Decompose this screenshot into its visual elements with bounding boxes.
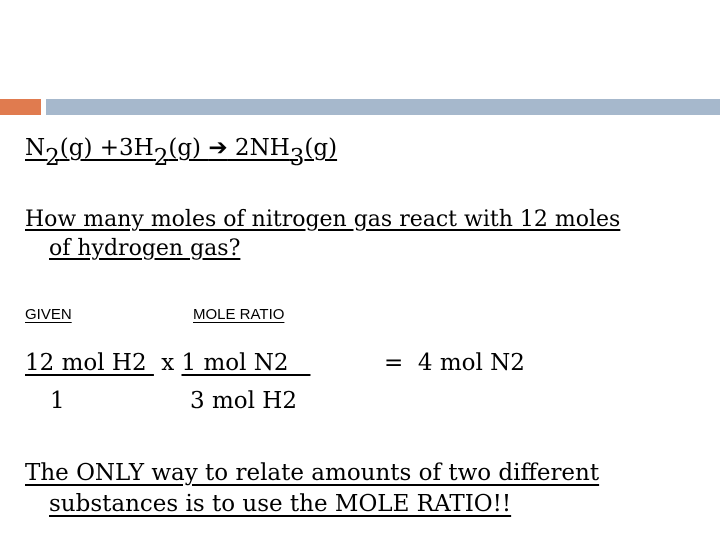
eq-h-tail: (g) [168, 135, 209, 161]
eq-n-sub: 2 [45, 145, 60, 171]
eq-p-sub: 3 [289, 145, 305, 171]
calc-row-numerator [25, 348, 310, 378]
question-line-2: of hydrogen gas? [49, 236, 241, 261]
eq-h-sub: 2 [153, 145, 169, 171]
mole-ratio-label: MOLE RATIO [193, 306, 285, 323]
calc-result: = 4 mol N2 [384, 350, 525, 376]
eq-n: N [25, 135, 46, 161]
chemical-equation [25, 132, 338, 171]
question [25, 205, 620, 263]
footer-line-1: The ONLY way to relate amounts of two different [25, 460, 600, 486]
ratio-denominator: 3 mol H2 [190, 388, 297, 414]
eq-n-tail: (g) +3H [59, 135, 154, 161]
given-label: GIVEN [25, 306, 72, 323]
question-line-1: How many moles of nitrogen gas react with 12 moles [25, 207, 621, 232]
accent-bar-orange [0, 99, 41, 115]
accent-bar-blue [46, 99, 720, 115]
ratio-numerator: 1 mol N2 [181, 350, 311, 376]
footer-note [25, 458, 599, 520]
given-numerator: 12 mol H2 [25, 350, 154, 376]
times-sign: x [153, 350, 182, 376]
eq-product: 2NH [227, 135, 290, 161]
footer-line-2: substances is to use the MOLE RATIO!! [49, 491, 512, 517]
given-denominator: 1 [50, 388, 65, 414]
eq-p-tail: (g) [304, 135, 338, 161]
arrow-icon: ➔ [208, 135, 228, 161]
